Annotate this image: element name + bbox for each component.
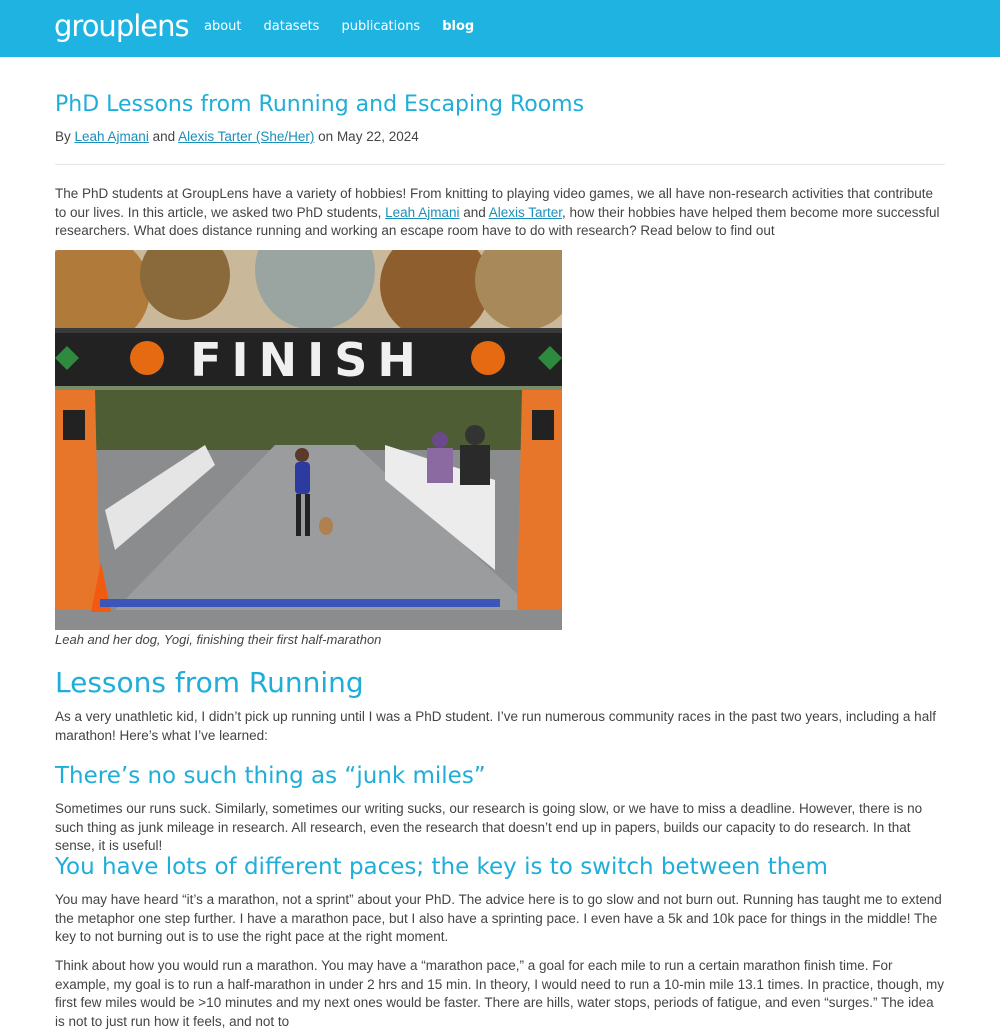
photo-caption: Leah and her dog, Yogi, finishing their first half-marathon bbox=[55, 632, 382, 647]
heading-lessons-from-running: Lessons from Running bbox=[55, 666, 364, 699]
nav-datasets[interactable]: datasets bbox=[263, 19, 320, 34]
top-navbar bbox=[0, 0, 1000, 57]
nav-blog[interactable]: blog bbox=[442, 19, 475, 34]
nav-about[interactable]: about bbox=[204, 19, 242, 34]
grouplens-logo[interactable]: grouplens bbox=[54, 9, 189, 43]
post-title: PhD Lessons from Running and Escaping Rooms bbox=[55, 92, 585, 117]
intro-paragraph bbox=[55, 185, 945, 241]
intro-text-2: and bbox=[459, 204, 489, 220]
heading-different-paces: You have lots of different paces; the key is to switch between them bbox=[55, 854, 828, 880]
paces-paragraph: You may have heard “it’s a marathon, not a sprint” about your PhD. The advice here is to go slow and not burn out. Running has taught me to extend the metaphor one step further. I have a marathon pace, but I also have a sprinting pace. I even have a 5k and 10k pace for things in the middle! The key to not burning out is to use the right pace at the right moment. bbox=[55, 892, 942, 945]
finish-line-photo-illustration bbox=[55, 250, 562, 630]
author-link-leah[interactable]: Leah Ajmani bbox=[74, 129, 149, 144]
junk-miles-paragraph: Sometimes our runs suck. Similarly, sometimes our writing sucks, our research is going slow, or we have to miss a deadline. However, there is no such thing as junk mileage in research. All research, even the research that doesn’t end up in papers, builds our capacity to do research. In that sense, it is useful! bbox=[55, 801, 923, 854]
post-date: May 22, 2024 bbox=[336, 129, 419, 144]
main-nav bbox=[204, 19, 474, 34]
author-link-alexis[interactable]: Alexis Tarter (She/Her) bbox=[178, 129, 315, 144]
byline-joiner: and bbox=[148, 129, 179, 144]
intro-link-alexis[interactable]: Alexis Tarter bbox=[488, 204, 563, 220]
post-byline bbox=[55, 129, 419, 144]
marathon-paragraph: Think about how you would run a marathon. You may have a “marathon pace,” a goal for each mile to run a certain marathon finish time. For example, my goal is to run a half-marathon in under 2 hrs and 15 min. In theory, I would need to run a 10-min mile 13.1 times. In practice, though, my first few miles would be >10 minutes and my next ones would be faster. There are hills, water stops, periods of fatigue, and even “surges.” The idea is not to just run how it feels, and not to bbox=[55, 958, 944, 1030]
heading-junk-miles: There’s no such thing as “junk miles” bbox=[55, 763, 486, 789]
title-divider bbox=[55, 164, 945, 165]
finish-banner-text: FINISH bbox=[190, 333, 426, 387]
byline-date-prefix: on bbox=[314, 129, 337, 144]
finish-line-photo bbox=[55, 250, 562, 630]
intro-text-1: The PhD students at GroupLens have a variety of hobbies! From knitting to playing video games, we all have non-research activities that contribute to our lives. In this article, we asked two PhD students, bbox=[55, 186, 933, 220]
intro-text-3: , how their hobbies have helped them become more successful researchers. What does distance running and working an escape room have to do with research? Read below to find out bbox=[55, 204, 940, 239]
running-intro-paragraph: As a very unathletic kid, I didn’t pick up running until I was a PhD student. I’ve run numerous community races in the past two years, including a half marathon! Here’s what I’ve learned: bbox=[55, 709, 936, 743]
nav-publications[interactable]: publications bbox=[341, 19, 421, 34]
byline-prefix: By bbox=[55, 129, 75, 144]
intro-link-leah[interactable]: Leah Ajmani bbox=[385, 204, 460, 220]
